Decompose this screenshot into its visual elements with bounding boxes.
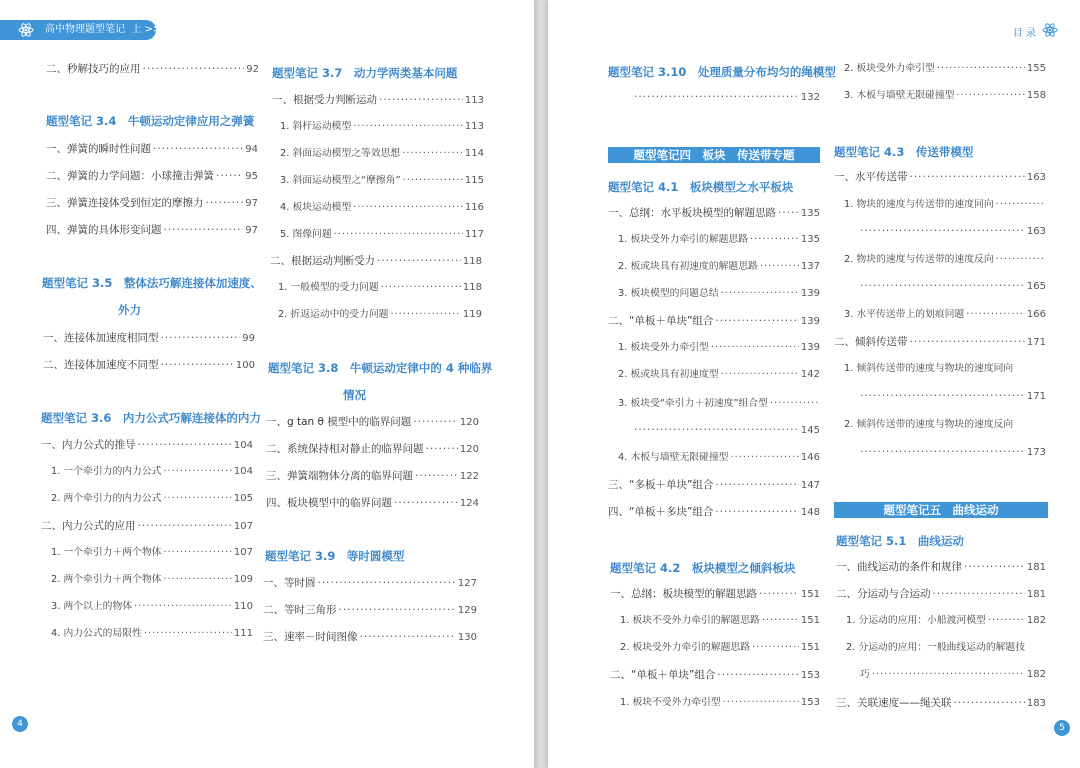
section-heading-4-1[interactable]: 题型笔记 4.1 板块模型之水平板块 bbox=[608, 180, 794, 194]
page-number-right: 5 bbox=[1054, 720, 1070, 736]
toc-entry[interactable]: 2. 板或块具有初速度的解题思路 ····· 137 bbox=[618, 260, 820, 274]
toc-entry[interactable]: 2. 板块受外力牵引型 ····· 155 bbox=[844, 62, 1046, 76]
toc-entry[interactable]: ····· 165 bbox=[858, 279, 1046, 294]
toc-entry[interactable]: 2. 斜面运动模型之等效思想 ····· 114 bbox=[280, 147, 484, 161]
section-heading-3-7[interactable]: 题型笔记 3.7 动力学两类基本问题 bbox=[272, 66, 458, 80]
toc-entry[interactable]: 三、弹簧连接体受到恒定的摩擦力 ····· 97 bbox=[46, 196, 258, 211]
atom-icon bbox=[18, 22, 34, 38]
toc-entry[interactable]: 1. 一个牵引力的内力公式 ····· 104 bbox=[51, 465, 253, 479]
toc-entry[interactable]: ····· 145 bbox=[632, 423, 820, 438]
book-title: 高中物理题型笔记 上 >> bbox=[45, 24, 162, 35]
toc-entry[interactable]: 2. 折返运动中的受力问题 ····· 119 bbox=[278, 308, 482, 322]
toc-entry[interactable]: 二、分运动与合运动 ····· 181 bbox=[836, 587, 1046, 602]
toc-entry-line1[interactable]: 2. 物块的速度与传送带的速度反向 ····· bbox=[844, 253, 1046, 267]
toc-entry[interactable]: 4. 内力公式的局限性 ····· 111 bbox=[51, 627, 253, 641]
toc-entry[interactable]: 三、弹簧端物体分离的临界问题 ····· 122 bbox=[266, 469, 479, 484]
toc-entry[interactable]: 3. 水平传送带上的划痕问题 ····· 166 bbox=[844, 308, 1046, 322]
toc-entry[interactable]: 一、连接体加速度相同型 ····· 99 bbox=[43, 331, 255, 346]
toc-entry[interactable]: 3. 斜面运动模型之“摩擦角” ····· 115 bbox=[280, 174, 484, 188]
toc-entry[interactable]: 二、秒解技巧的应用 ····· 92 bbox=[46, 62, 259, 77]
toc-entry[interactable]: 1. 一个牵引力＋两个物体 ····· 107 bbox=[51, 546, 253, 560]
toc-entry[interactable]: ····· 173 bbox=[858, 445, 1046, 460]
toc-entry[interactable]: 1. 板块不受外力牵引型 ····· 153 bbox=[620, 696, 820, 710]
toc-entry[interactable]: ····· 163 bbox=[858, 224, 1046, 239]
toc-entry[interactable]: 一、弹簧的瞬时性问题 ····· 94 bbox=[46, 142, 258, 157]
book-header-tab bbox=[0, 20, 162, 40]
toc-entry-line1[interactable]: 2. 分运动的应用：一般曲线运动的解题技 bbox=[846, 642, 1026, 653]
toc-entry[interactable]: 2. 两个牵引力的内力公式 ····· 105 bbox=[51, 492, 253, 506]
section-heading-3-9[interactable]: 题型笔记 3.9 等时圆模型 bbox=[265, 549, 405, 563]
toc-entry-line1[interactable]: 1. 倾斜传送带的速度与物块的速度同向 bbox=[844, 363, 1014, 374]
toc-entry[interactable]: 二、连接体加速度不同型 ····· 100 bbox=[43, 358, 255, 373]
section-heading-3-8[interactable]: 题型笔记 3.8 牛顿运动定律中的 4 种临界 bbox=[268, 361, 493, 375]
toc-entry[interactable]: 一、总纲：板块模型的解题思路 ····· 151 bbox=[610, 587, 820, 602]
toc-entry[interactable]: 二、倾斜传送带 ····· 171 bbox=[834, 335, 1046, 350]
atom-icon bbox=[1042, 22, 1058, 38]
toc-entry-line1[interactable]: 3. 板块受“牵引力＋初速度”组合型 ····· bbox=[618, 397, 820, 411]
section-heading-4-3[interactable]: 题型笔记 4.3 传送带模型 bbox=[834, 145, 974, 159]
toc-entry[interactable]: 2. 两个牵引力＋两个物体 ····· 109 bbox=[51, 573, 253, 587]
toc-entry[interactable]: 3. 板块模型的问题总结 ····· 139 bbox=[618, 287, 820, 301]
toc-entry[interactable]: 四、板块模型中的临界问题 ····· 124 bbox=[266, 496, 479, 511]
toc-entry[interactable]: 二、弹簧的力学问题：小球撞击弹簧 ····· 95 bbox=[46, 169, 258, 184]
toc-entry[interactable]: 一、根据受力判断运动 ····· 113 bbox=[272, 93, 484, 108]
toc-entry[interactable]: 一、等时圆 ····· 127 bbox=[263, 576, 477, 591]
chapter-banner-5[interactable]: 题型笔记五 曲线运动 bbox=[834, 502, 1048, 518]
toc-entry[interactable]: 一、内力公式的推导 ····· 104 bbox=[41, 438, 253, 453]
toc-entry[interactable]: 三、关联速度——绳关联 ····· 183 bbox=[836, 696, 1046, 711]
section-heading-3-8-cont: 情况 bbox=[343, 388, 366, 402]
toc-entry[interactable]: 二、“单板＋单块”组合 ····· 139 bbox=[608, 314, 820, 329]
toc-entry[interactable]: 二、系统保持相对静止的临界问题 ····· 120 bbox=[266, 442, 479, 457]
toc-entry[interactable]: 1. 板块不受外力牵引的解题思路 ····· 151 bbox=[620, 614, 820, 628]
section-heading-3-4[interactable]: 题型笔记 3.4 牛顿运动定律应用之弹簧 bbox=[46, 114, 255, 128]
toc-entry[interactable]: 四、弹簧的具体形变问题 ····· 97 bbox=[46, 223, 258, 238]
right-page bbox=[548, 0, 1080, 768]
page-number-left: 4 bbox=[12, 716, 28, 732]
toc-entry[interactable]: 一、水平传送带 ····· 163 bbox=[834, 170, 1046, 185]
toc-entry[interactable]: 5. 图像问题 ····· 117 bbox=[280, 228, 484, 242]
toc-entry-line1[interactable]: 1. 物块的速度与传送带的速度同向 ····· bbox=[844, 198, 1046, 212]
chapter-banner-4[interactable]: 题型笔记四 板块 传送带专题 bbox=[608, 147, 820, 163]
contents-label: 目 录 bbox=[1012, 28, 1036, 39]
toc-entry[interactable]: 3. 木板与墙壁无限碰撞型 ····· 158 bbox=[844, 89, 1046, 103]
toc-entry[interactable]: 4. 板块运动模型 ····· 116 bbox=[280, 201, 484, 215]
toc-entry[interactable]: 2. 板块受外力牵引的解题思路 ····· 151 bbox=[620, 641, 820, 655]
toc-entry[interactable]: 二、等时三角形 ····· 129 bbox=[263, 603, 477, 618]
section-heading-5-1[interactable]: 题型笔记 5.1 曲线运动 bbox=[836, 534, 964, 548]
toc-entry[interactable]: 二、内力公式的应用 ····· 107 bbox=[41, 519, 253, 534]
toc-entry-line1[interactable]: 2. 倾斜传送带的速度与物块的速度反向 bbox=[844, 419, 1014, 430]
toc-entry[interactable]: 3. 两个以上的物体 ····· 110 bbox=[51, 600, 253, 614]
toc-entry[interactable]: 1. 斜杆运动模型 ····· 113 bbox=[280, 120, 484, 134]
toc-entry[interactable]: 三、速率－时间图像 ····· 130 bbox=[263, 630, 477, 645]
toc-entry[interactable]: 一、曲线运动的条件和规律 ····· 181 bbox=[836, 560, 1046, 575]
left-page bbox=[0, 0, 534, 768]
toc-entry[interactable]: ····· 132 bbox=[632, 90, 820, 105]
toc-entry[interactable]: 二、根据运动判断受力 ····· 118 bbox=[270, 254, 482, 269]
toc-entry[interactable]: 4. 木板与墙壁无限碰撞型 ····· 146 bbox=[618, 451, 820, 465]
toc-entry[interactable]: 三、“多板＋单块”组合 ····· 147 bbox=[608, 478, 820, 493]
section-heading-3-5[interactable]: 题型笔记 3.5 整体法巧解连接体加速度、 bbox=[42, 276, 262, 290]
toc-entry[interactable]: ····· 171 bbox=[858, 389, 1046, 404]
toc-entry[interactable]: 巧 ····· 182 bbox=[860, 668, 1046, 682]
toc-entry[interactable]: 1. 板块受外力牵引的解题思路 ····· 135 bbox=[618, 233, 820, 247]
section-heading-3-5-cont: 外力 bbox=[118, 303, 141, 317]
toc-entry[interactable]: 1. 一般模型的受力问题 ····· 118 bbox=[278, 281, 482, 295]
section-heading-4-2[interactable]: 题型笔记 4.2 板块模型之倾斜板块 bbox=[610, 561, 796, 575]
toc-entry[interactable]: 四、“单板＋多块”组合 ····· 148 bbox=[608, 505, 820, 520]
section-heading-3-10[interactable]: 题型笔记 3.10 处理质量分布均匀的绳模型 bbox=[608, 65, 836, 79]
section-heading-3-6[interactable]: 题型笔记 3.6 内力公式巧解连接体的内力 bbox=[41, 411, 261, 425]
toc-entry[interactable]: 1. 板块受外力牵引型 ····· 139 bbox=[618, 341, 820, 355]
toc-entry[interactable]: 2. 板或块具有初速度型 ····· 142 bbox=[618, 368, 820, 382]
toc-entry[interactable]: 1. 分运动的应用：小船渡河模型 ····· 182 bbox=[846, 614, 1046, 628]
toc-entry[interactable]: 一、g tan θ 模型中的临界问题 ····· 120 bbox=[266, 415, 479, 430]
toc-entry[interactable]: 二、“单板＋单块”组合 ····· 153 bbox=[610, 668, 820, 683]
toc-entry[interactable]: 一、总纲：水平板块模型的解题思路 ····· 135 bbox=[608, 206, 820, 221]
